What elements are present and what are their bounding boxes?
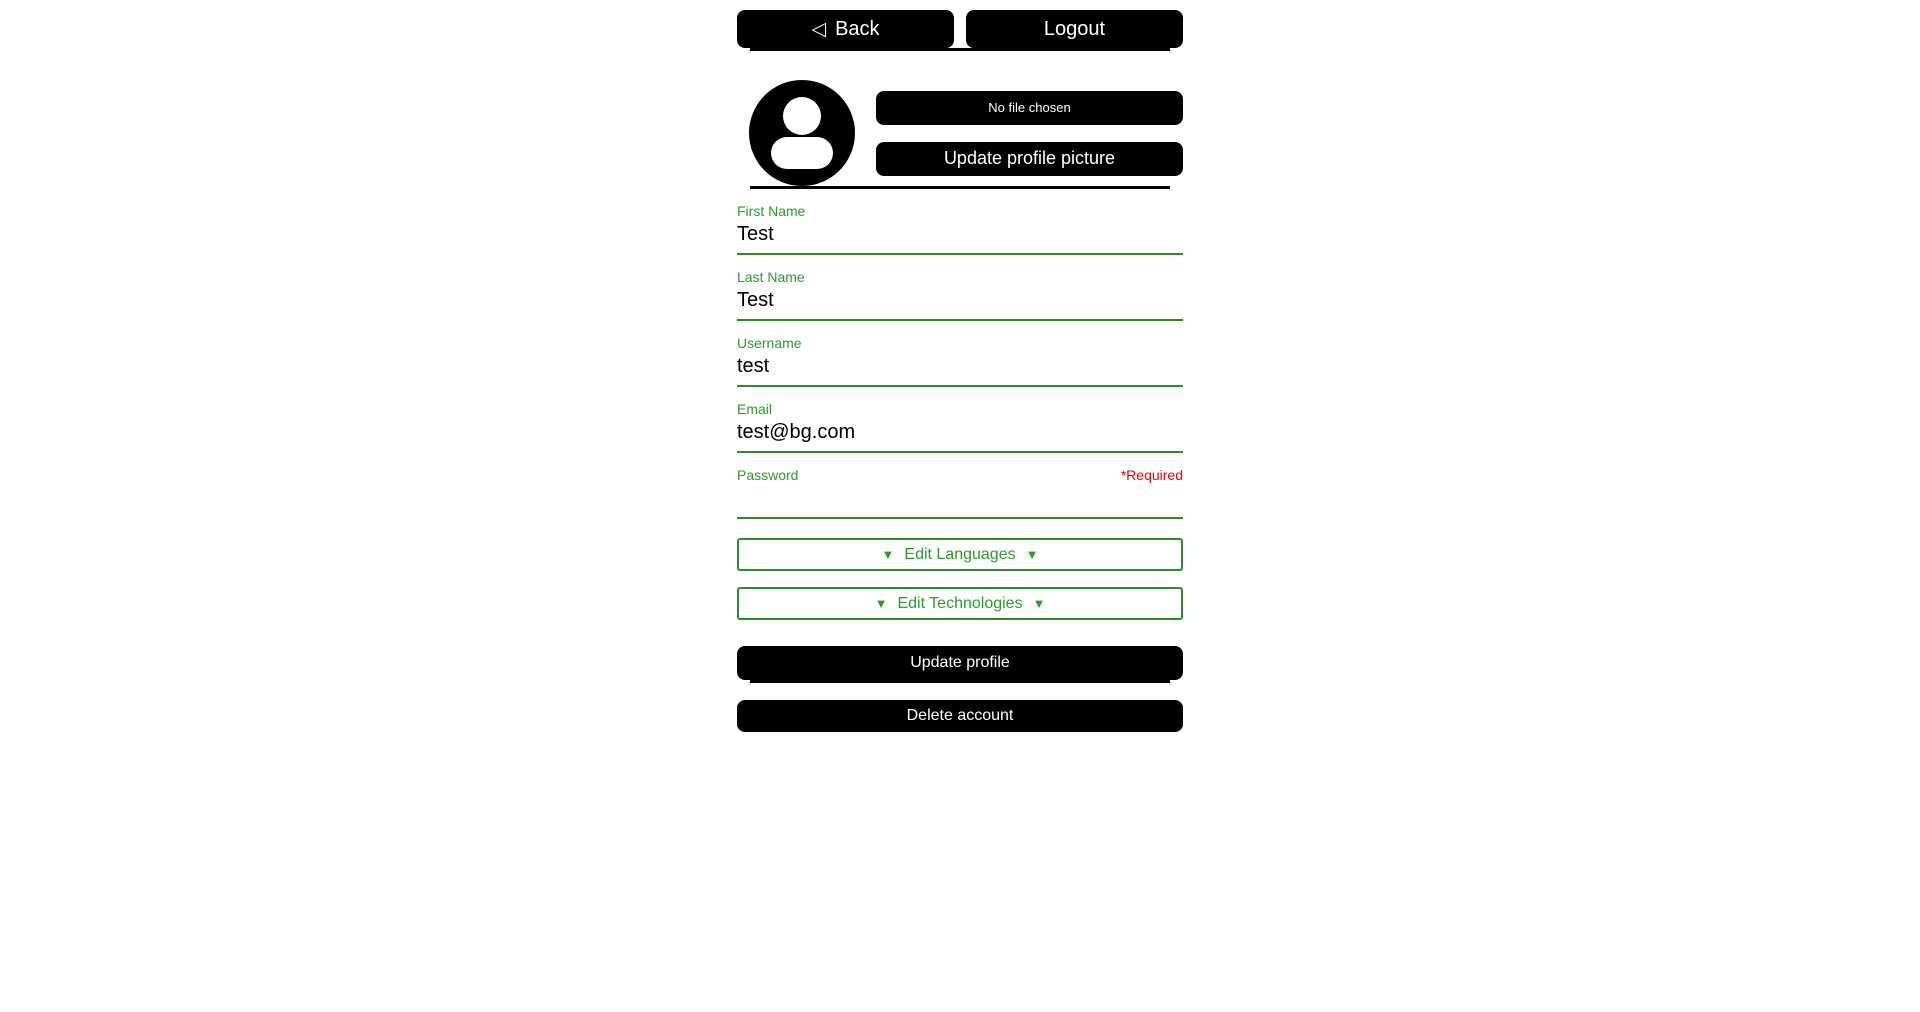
topbar bbox=[737, 10, 1183, 48]
divider-bottom bbox=[750, 680, 1170, 683]
update-profile-button[interactable] bbox=[737, 646, 1183, 680]
last-name-input[interactable] bbox=[737, 286, 1183, 321]
first-name-input[interactable] bbox=[737, 220, 1183, 255]
password-label: Password bbox=[737, 467, 799, 483]
profile-page bbox=[737, 0, 1183, 732]
password-input[interactable] bbox=[737, 484, 1183, 519]
chevron-down-icon: ▼ bbox=[881, 547, 895, 562]
last-name-label: Last Name bbox=[737, 269, 805, 285]
edit-languages-label: Edit Languages bbox=[904, 545, 1016, 563]
file-input-label: No file chosen bbox=[988, 100, 1071, 115]
password-field-head bbox=[737, 467, 1183, 484]
picture-buttons bbox=[876, 91, 1183, 176]
update-profile-label: Update profile bbox=[910, 654, 1010, 671]
email-label: Email bbox=[737, 401, 773, 417]
edit-technologies-button[interactable] bbox=[737, 587, 1183, 620]
update-picture-button[interactable] bbox=[876, 142, 1183, 176]
person-circle-icon bbox=[749, 80, 855, 186]
first-name-label: First Name bbox=[737, 203, 806, 219]
field-email bbox=[737, 401, 1183, 453]
back-triangle-icon: ◁ bbox=[811, 18, 827, 40]
logout-button-label: Logout bbox=[1043, 17, 1106, 40]
profile-picture-section bbox=[737, 80, 1183, 186]
field-last-name bbox=[737, 269, 1183, 321]
chevron-down-icon: ▼ bbox=[1025, 547, 1039, 562]
email-input[interactable] bbox=[737, 418, 1183, 453]
back-button[interactable] bbox=[737, 10, 954, 48]
username-label: Username bbox=[737, 335, 802, 351]
delete-account-button[interactable] bbox=[737, 700, 1183, 732]
update-picture-label: Update profile picture bbox=[943, 148, 1116, 168]
chevron-down-icon: ▼ bbox=[874, 596, 888, 611]
delete-account-label: Delete account bbox=[906, 707, 1014, 724]
chevron-down-icon: ▼ bbox=[1032, 596, 1046, 611]
logout-button[interactable] bbox=[966, 10, 1183, 48]
field-first-name bbox=[737, 203, 1183, 255]
avatar bbox=[749, 80, 855, 186]
field-username bbox=[737, 335, 1183, 387]
edit-languages-button[interactable] bbox=[737, 538, 1183, 571]
field-password bbox=[737, 467, 1183, 519]
divider-top bbox=[750, 48, 1170, 51]
username-input[interactable] bbox=[737, 352, 1183, 387]
back-button-label: Back bbox=[835, 17, 880, 40]
divider-profile bbox=[750, 186, 1170, 189]
required-note: *Required bbox=[1120, 467, 1183, 483]
edit-technologies-label: Edit Technologies bbox=[897, 594, 1023, 612]
file-input-button[interactable] bbox=[876, 91, 1183, 125]
